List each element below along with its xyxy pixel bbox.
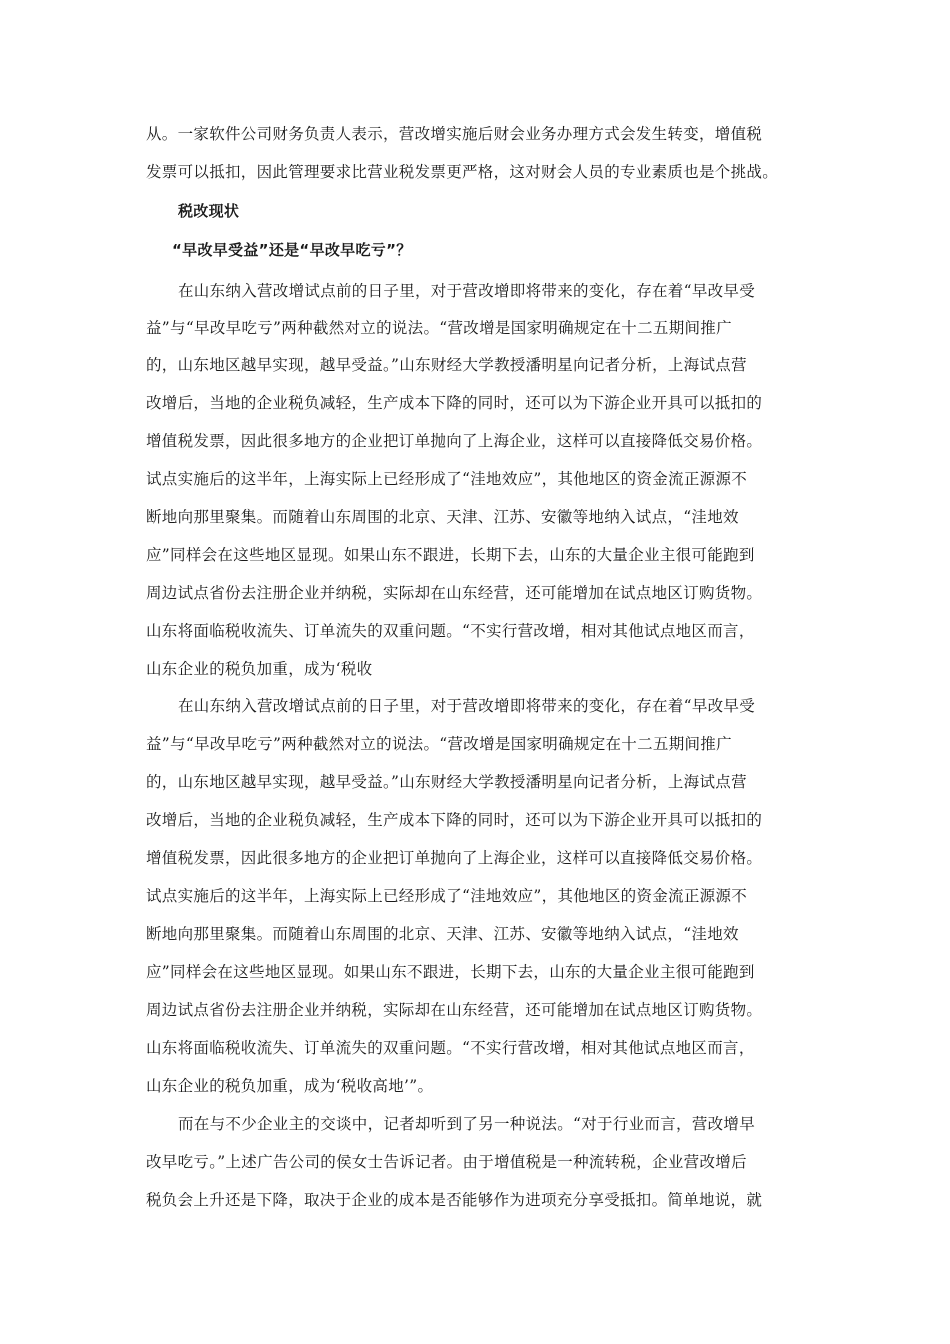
paragraph-line: 改增后，当地的企业税负减轻，生产成本下降的同时，还可以为下游企业开具可以抵扣的 xyxy=(146,394,763,412)
paragraph-line: 增值税发票，因此很多地方的企业把订单抛向了上海企业，这样可以直接降低交易价格。 xyxy=(146,849,763,867)
paragraph-line: 山东企业的税负加重，成为‘税收高地’”。 xyxy=(146,1077,434,1095)
paragraph-line: 在山东纳入营改增试点前的日子里，对于营改增即将带来的变化，存在着“早改早受 xyxy=(178,697,756,715)
paragraph-line: 改增后，当地的企业税负减轻，生产成本下降的同时，还可以为下游企业开具可以抵扣的 xyxy=(146,811,763,829)
text-line: 从。一家软件公司财务负责人表示，营改增实施后财会业务办理方式会发生转变，增值税 xyxy=(146,125,763,143)
paragraph-line: 的，山东地区越早实现，越早受益。”山东财经大学教授潘明星向记者分析，上海试点营 xyxy=(146,356,747,374)
paragraph-line: 应”同样会在这些地区显现。如果山东不跟进，长期下去，山东的大量企业主很可能跑到 xyxy=(146,546,755,564)
paragraph-line: 周边试点省份去注册企业并纳税，实际却在山东经营，还可能增加在试点地区订购货物。 xyxy=(146,1001,763,1019)
paragraph-line: 山东将面临税收流失、订单流失的双重问题。“不实行营改增，相对其他试点地区而言， xyxy=(146,622,755,640)
paragraph-line: 周边试点省份去注册企业并纳税，实际却在山东经营，还可能增加在试点地区订购货物。 xyxy=(146,584,763,602)
paragraph-line: 增值税发票，因此很多地方的企业把订单抛向了上海企业，这样可以直接降低交易价格。 xyxy=(146,432,763,450)
text-line: 发票可以抵扣，因此管理要求比营业税发票更严格，这对财会人员的专业素质也是个挑战。 xyxy=(146,163,779,181)
paragraph-line: 改早吃亏。”上述广告公司的侯女士告诉记者。由于增值税是一种流转税，企业营改增后 xyxy=(146,1153,747,1171)
subsection-heading: “早改早受益”还是“早改早吃亏”？ xyxy=(172,241,412,259)
paragraph-line: 税负会上升还是下降，取决于企业的成本是否能够作为进项充分享受抵扣。简单地说，就 xyxy=(146,1191,763,1209)
paragraph-line: 益”与“早改早吃亏”两种截然对立的说法。“营改增是国家明确规定在十二五期间推广 xyxy=(146,319,732,337)
paragraph-line: 而在与不少企业主的交谈中，记者却听到了另一种说法。“对于行业而言，营改增早 xyxy=(178,1115,756,1133)
paragraph-line: 益”与“早改早吃亏”两种截然对立的说法。“营改增是国家明确规定在十二五期间推广 xyxy=(146,735,732,753)
paragraph-line: 断地向那里聚集。而随着山东周围的北京、天津、江苏、安徽等地纳入试点，“洼地效 xyxy=(146,508,739,526)
paragraph-line: 应”同样会在这些地区显现。如果山东不跟进，长期下去，山东的大量企业主很可能跑到 xyxy=(146,963,755,981)
paragraph-line: 断地向那里聚集。而随着山东周围的北京、天津、江苏、安徽等地纳入试点，“洼地效 xyxy=(146,925,739,943)
paragraph-line: 在山东纳入营改增试点前的日子里，对于营改增即将带来的变化，存在着“早改早受 xyxy=(178,282,756,300)
paragraph-line: 的，山东地区越早实现，越早受益。”山东财经大学教授潘明星向记者分析，上海试点营 xyxy=(146,773,747,791)
paragraph-line: 试点实施后的这半年，上海实际上已经形成了“洼地效应”，其他地区的资金流正源源不 xyxy=(146,470,748,488)
paragraph-line: 山东将面临税收流失、订单流失的双重问题。“不实行营改增，相对其他试点地区而言， xyxy=(146,1039,755,1057)
paragraph-line: 试点实施后的这半年，上海实际上已经形成了“洼地效应”，其他地区的资金流正源源不 xyxy=(146,887,748,905)
section-heading: 税改现状 xyxy=(178,202,240,220)
paragraph-line: 山东企业的税负加重，成为‘税收 xyxy=(146,660,373,678)
